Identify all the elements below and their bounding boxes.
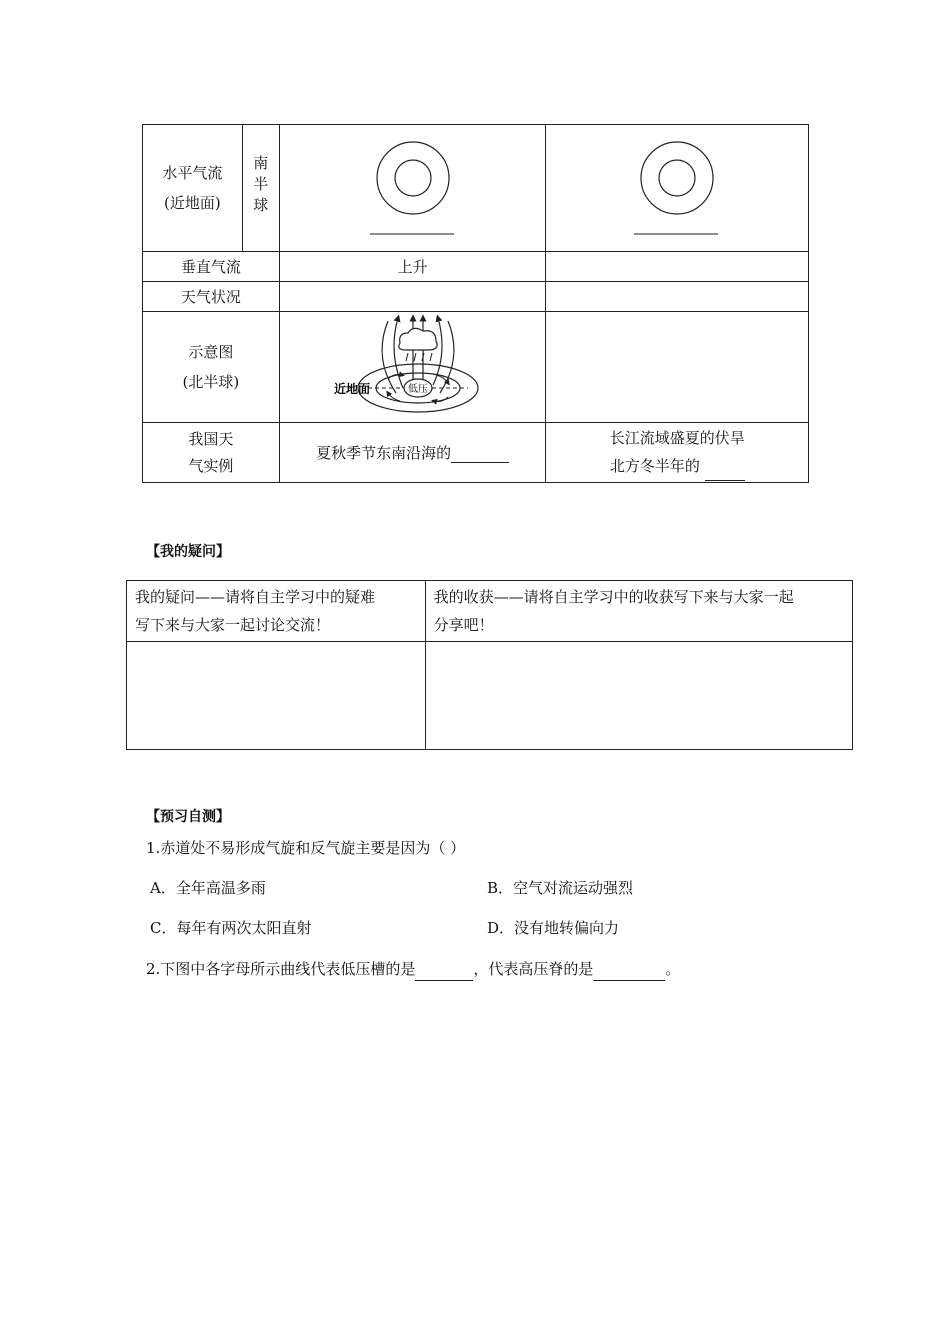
question-2-part2: ，代表高压脊的是 [473,960,594,978]
questions-col2-line1: 我的收获——请将自主学习中的收获写下来与大家一起 [433,588,794,606]
questions-col1-line1: 我的疑问——请将自主学习中的疑难 [135,588,376,606]
answer-blank[interactable] [705,452,745,481]
hemisphere-label: 南半球 [251,154,270,218]
weather-anticyclone [546,282,809,312]
concentric-circles-diagram [632,134,722,239]
question-2-part3: 。 [665,960,681,978]
questions-table [126,580,853,750]
horizontal-flow-label: 水平气流 [162,164,223,182]
option-d[interactable]: D．没有地转偏向力 [487,919,620,937]
cyclone-comparison-table [142,124,809,483]
vertical-flow-label: 垂直气流 [143,252,280,282]
anticyclone-diagram-cell [546,312,809,423]
diagram-label: 示意图 [188,343,234,361]
table-row [127,642,853,750]
cyclone-diagram [328,313,498,418]
horizontal-flow-sublabel: (近地面) [164,194,221,212]
questions-col2-header [425,581,852,642]
gains-answer-area[interactable] [425,642,852,750]
horizontal-flow-label-cell [143,125,243,252]
answer-blank[interactable] [451,444,509,463]
answer-blank[interactable] [593,958,665,981]
example-cyclone-text: 夏秋季节东南沿海的 [316,444,452,462]
vertical-flow-anticyclone [546,252,809,282]
example-sublabel: 气实例 [188,456,234,475]
table-row [143,423,809,483]
example-anticyclone-cell [546,423,809,483]
weather-label: 天气状况 [143,282,280,312]
example-label-cell [143,423,280,483]
anticyclone-flow-cell [546,125,809,252]
option-b[interactable]: B．空气对流运动强烈 [487,879,634,897]
table-row [143,312,809,423]
example-anticyclone-line2: 北方冬半年的 [609,457,700,475]
cyclone-flow-cell [279,125,546,252]
answer-blank[interactable] [415,958,473,981]
table-row [143,252,809,282]
questions-heading: 【我的疑问】 [146,544,230,560]
example-cyclone-cell [279,423,546,483]
diagram-surface-label: 近地面 [333,381,370,396]
question-2-part1: 2.下图中各字母所示曲线代表低压槽的是 [146,960,416,978]
vertical-flow-cyclone: 上升 [279,252,546,282]
diagram-sublabel: (北半球) [182,373,240,391]
questions-col1-header [127,581,426,642]
option-c[interactable]: C．每年有两次太阳直射 [150,919,312,937]
questions-col1-line2: 写下来与大家一起讨论交流！ [135,616,331,634]
questions-col2-line2: 分享吧！ [433,616,494,634]
question-1: 1.赤道处不易形成气旋和反气旋主要是因为（ ） [146,839,466,857]
questions-answer-area[interactable] [127,642,426,750]
cyclone-diagram-cell [279,312,546,423]
concentric-circles-diagram [368,134,458,239]
example-label: 我国天 [188,429,234,448]
table-row [127,581,853,642]
example-anticyclone-line1: 长江流域盛夏的伏旱 [609,429,745,447]
table-row [143,125,809,252]
option-a[interactable]: A．全年高温多雨 [150,879,266,897]
question-2 [146,958,680,981]
self-test-heading: 【预习自测】 [146,809,230,825]
diagram-label-cell [143,312,280,423]
hemisphere-cell [242,125,279,252]
diagram-center-label: 低压 [407,383,428,395]
table-row [143,282,809,312]
weather-cyclone [279,282,546,312]
